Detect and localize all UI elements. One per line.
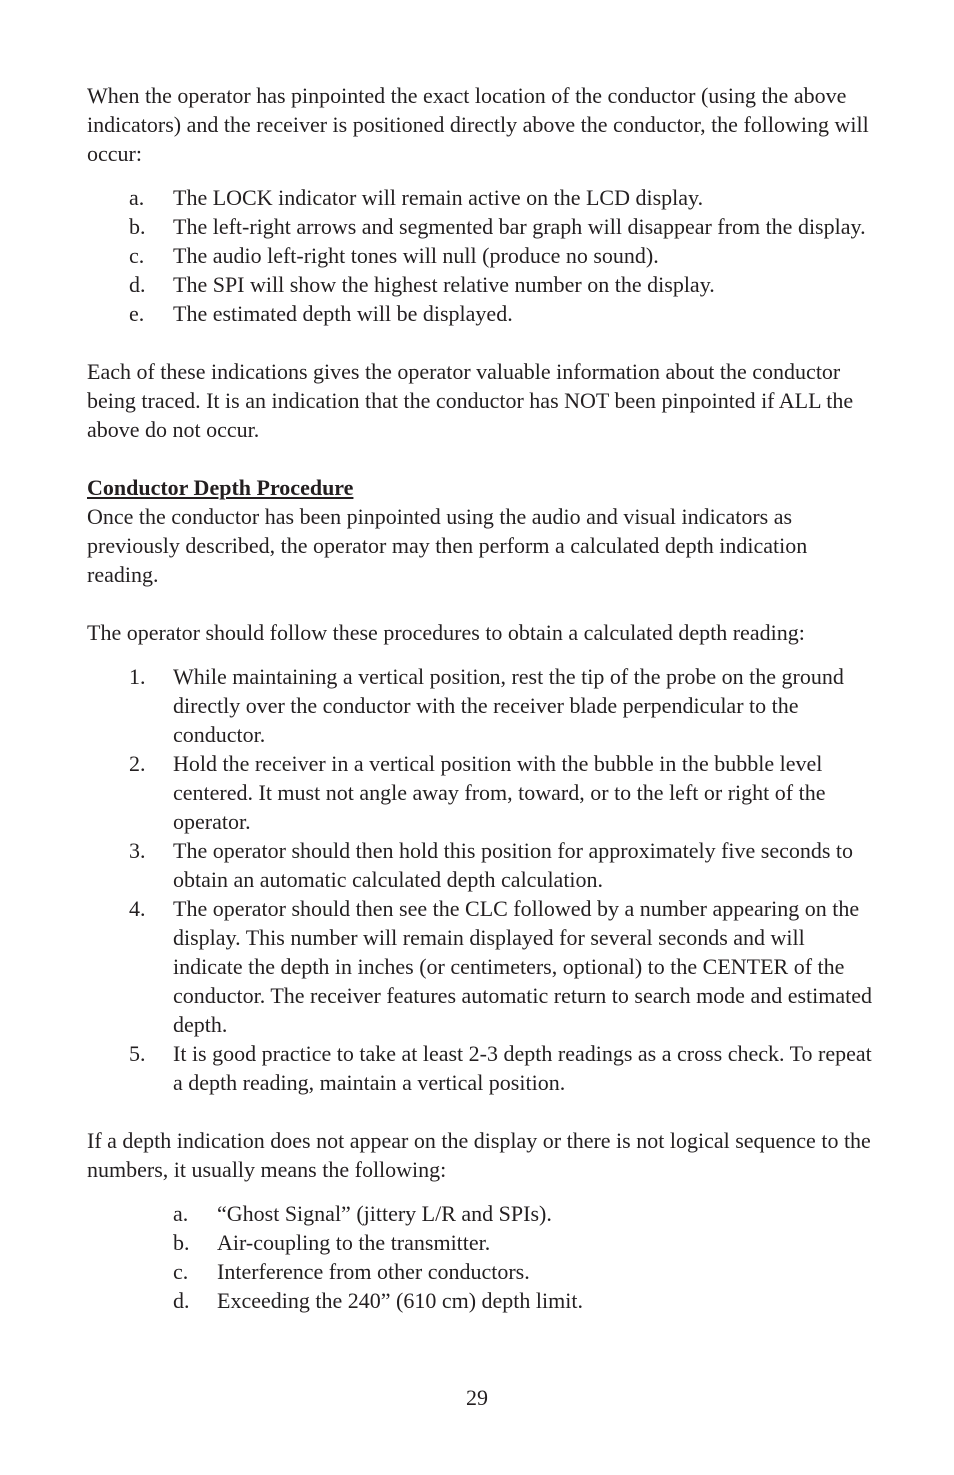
list-marker: 4. [129,896,146,921]
page-body [87,81,877,1315]
section-intro-paragraph: Once the conductor has been pinpointed using the audio and visual indicators as previously described, the operator may then perform a calculated depth indication reading. [87,504,808,587]
failure-list [87,1199,877,1315]
list-marker: 3. [129,838,146,863]
list-item [87,270,877,299]
list-marker: d. [173,1288,190,1313]
failure-intro-paragraph: If a depth indication does not appear on the display or there is not logical sequence to the numbers, it usually means the following: [87,1128,871,1182]
list-item-text: The estimated depth will be displayed. [173,301,513,326]
list-marker: a. [129,185,145,210]
list-item-text: The left-right arrows and segmented bar graph will disappear from the display. [173,214,866,239]
list-item-text: The audio left-right tones will null (produce no sound). [173,243,659,268]
list-item [87,1257,877,1286]
indications-paragraph: Each of these indications gives the operator valuable information about the conductor being traced. It is an indication that the conductor has NOT been pinpointed if ALL the above do not occur. [87,359,854,442]
list-item [87,836,877,894]
page-number: 29 [466,1385,488,1410]
list-marker: 5. [129,1041,146,1066]
list-marker: b. [173,1230,190,1255]
list-item-text: Exceeding the 240” (610 cm) depth limit. [217,1288,583,1313]
list-item [87,183,877,212]
list-item-text: Air-coupling to the transmitter. [217,1230,491,1255]
list-item [87,212,877,241]
list-item [87,1199,877,1228]
list-marker: a. [173,1201,189,1226]
list-item [87,299,877,328]
list-marker: 1. [129,664,146,689]
list-item-text: Hold the receiver in a vertical position with the bubble in the bubble level centered. It must not angle away from, toward, or to the left or right of the operator. [173,751,826,834]
list-item [87,894,877,1039]
list-item [87,662,877,749]
list-item-text: The operator should then hold this position for approximately five seconds to obtain an automatic calculated depth calculation. [173,838,854,892]
list-item [87,1228,877,1257]
intro-paragraph: When the operator has pinpointed the exact location of the conductor (using the above indicators) and the receiver is positioned directly above the conductor, the following will occur: [87,83,869,166]
list-marker: c. [173,1259,189,1284]
list-marker: b. [129,214,146,239]
list-marker: c. [129,243,145,268]
list-item-text: “Ghost Signal” (jittery L/R and SPIs). [217,1201,552,1226]
section-heading: Conductor Depth Procedure [87,475,354,500]
list-item [87,1039,877,1097]
list-item-text: The SPI will show the highest relative number on the display. [173,272,715,297]
list-marker: 2. [129,751,146,776]
list-item-text: The operator should then see the CLC followed by a number appearing on the display. This number will remain displayed for several seconds and will indicate the depth in inches (or centimeters, optional) to the CENTER of the conductor. The receiver features automatic return to search mode and estimated depth. [173,896,873,1037]
list-item [87,749,877,836]
list-item [87,1286,877,1315]
steps-list [87,662,877,1097]
list-item-text: It is good practice to take at least 2-3 depth readings as a cross check. To repeat a depth reading, maintain a vertical position. [173,1041,872,1095]
list-marker: d. [129,272,146,297]
list-item-text: While maintaining a vertical position, rest the tip of the probe on the ground directly over the conductor with the receiver blade perpendicular to the conductor. [173,664,844,747]
list-marker: e. [129,301,145,326]
occur-list [87,183,877,328]
list-item-text: The LOCK indicator will remain active on the LCD display. [173,185,704,210]
list-item-text: Interference from other conductors. [217,1259,530,1284]
list-item [87,241,877,270]
procedure-intro-paragraph: The operator should follow these procedures to obtain a calculated depth reading: [87,620,805,645]
